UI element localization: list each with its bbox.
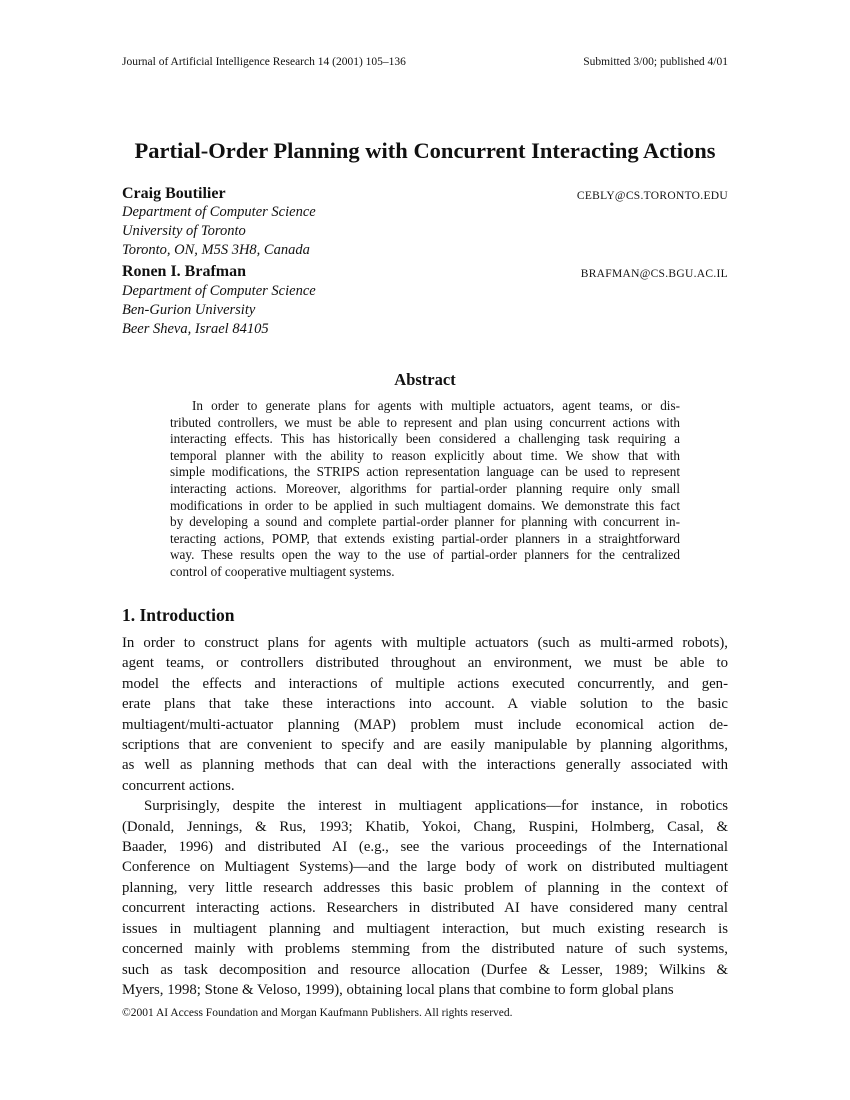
author-affiliation: [122, 203, 316, 260]
text-line: simple modifications, the STRIPS action representation language can be used to represent: [170, 464, 680, 480]
introduction-body: [122, 633, 728, 1000]
journal-header: Journal of Artificial Intelligence Research 14 (2001) 105–136: [122, 56, 406, 68]
text-line: interacting effects. This has historically been considered a challenging task requiring a: [170, 431, 680, 447]
text-line: issues in multiagent planning and multiagent interaction, but much existing research is: [122, 920, 728, 937]
submission-dates: Submitted 3/00; published 4/01: [583, 56, 728, 68]
text-line: concurrent actions.: [122, 777, 235, 794]
abstract-heading: Abstract: [394, 370, 456, 389]
text-line: scriptions that are convenient to specify and are easily manipulable by planning algorithms,: [122, 737, 728, 754]
text-line: temporal planner with the ability to reason explicitly about time. We show that with: [170, 447, 680, 463]
abstract-body: [170, 398, 680, 581]
paper-title: Partial-Order Planning with Concurrent Interacting Actions: [134, 138, 716, 163]
affiliation-line: Department of Computer Science: [122, 204, 316, 220]
text-line: In order to generate plans for agents with multiple actuators, agent teams, or dis-: [192, 398, 680, 413]
copyright-footer: ©2001 AI Access Foundation and Morgan Kaufmann Publishers. All rights reserved.: [122, 1007, 513, 1019]
paragraph: [122, 633, 728, 796]
author-email: CEBLY@CS.TORONTO.EDU: [576, 190, 728, 202]
author-affiliation: [122, 282, 316, 339]
affiliation-line: Department of Computer Science: [122, 283, 316, 299]
text-line: agent teams, or controllers distributed throughout an environment, we must be able to: [122, 655, 728, 672]
affiliation-line: Ben-Gurion University: [122, 302, 256, 318]
text-line: In order to construct plans for agents with multiple actuators (such as multi-armed robots),: [122, 635, 728, 651]
author-email: BRAFMAN@CS.BGU.AC.IL: [580, 268, 728, 280]
paragraph: [122, 796, 728, 1000]
text-line: modifications in order to be applied in such multiagent domains. We demonstrate this fact: [170, 497, 680, 513]
text-line: Surprisingly, despite the interest in multiagent applications—for instance, in robotics: [144, 798, 728, 815]
text-line: interacting actions. Moreover, algorithms for partial-order planning require only small: [170, 480, 680, 496]
text-line: concerned mainly with problems stemming from the distributed nature of such systems,: [122, 941, 728, 958]
text-line: Baader, 1996) and distributed AI (e.g., see the various proceedings of the International: [122, 839, 728, 856]
affiliation-line: University of Toronto: [122, 223, 246, 239]
author-name: Craig Boutilier: [122, 185, 226, 202]
text-line: concurrent interacting actions. Researchers in distributed AI have considered many central: [122, 900, 728, 917]
section-heading: 1. Introduction: [122, 605, 235, 625]
text-line: by developing a sound and complete partial-order planner for planning with concurrent in-: [170, 514, 680, 530]
text-line: way. These results open the way to the use of partial-order planners for the centralized: [170, 547, 680, 563]
text-line: such as task decomposition and resource allocation (Durfee & Lesser, 1989; Wilkins &: [122, 961, 728, 978]
affiliation-line: Toronto, ON, M5S 3H8, Canada: [122, 242, 310, 258]
text-line: erate plans that take these interactions into account. A viable solution to the basic: [122, 696, 728, 713]
text-line: Conference on Multiagent Systems)—and the large body of work on distributed multiagent: [122, 859, 728, 876]
text-line: tributed controllers, we must be able to represent and plan using concurrent actions with: [170, 414, 680, 430]
affiliation-line: Beer Sheva, Israel 84105: [122, 321, 269, 337]
text-line: Myers, 1998; Stone & Veloso, 1999), obtaining local plans that combine to form global plans: [122, 981, 674, 998]
text-line: (Donald, Jennings, & Rus, 1993; Khatib, Yokoi, Chang, Ruspini, Holmberg, Casal, &: [122, 818, 728, 835]
author-name: Ronen I. Brafman: [122, 263, 247, 280]
text-line: teracting actions, POMP, that extends existing partial-order planners in a straightforward: [170, 530, 680, 546]
text-line: multiagent/multi-actuator planning (MAP) problem must include economical action de-: [122, 716, 728, 733]
text-line: as well as planning methods that can deal with the interactions generally associated with: [122, 757, 728, 774]
text-line: planning, very little research addresses this basic problem of planning in the context of: [122, 879, 728, 896]
text-line: model the effects and interactions of multiple actions executed concurrently, and gen-: [122, 675, 728, 692]
text-line: control of cooperative multiagent systems.: [170, 563, 395, 579]
